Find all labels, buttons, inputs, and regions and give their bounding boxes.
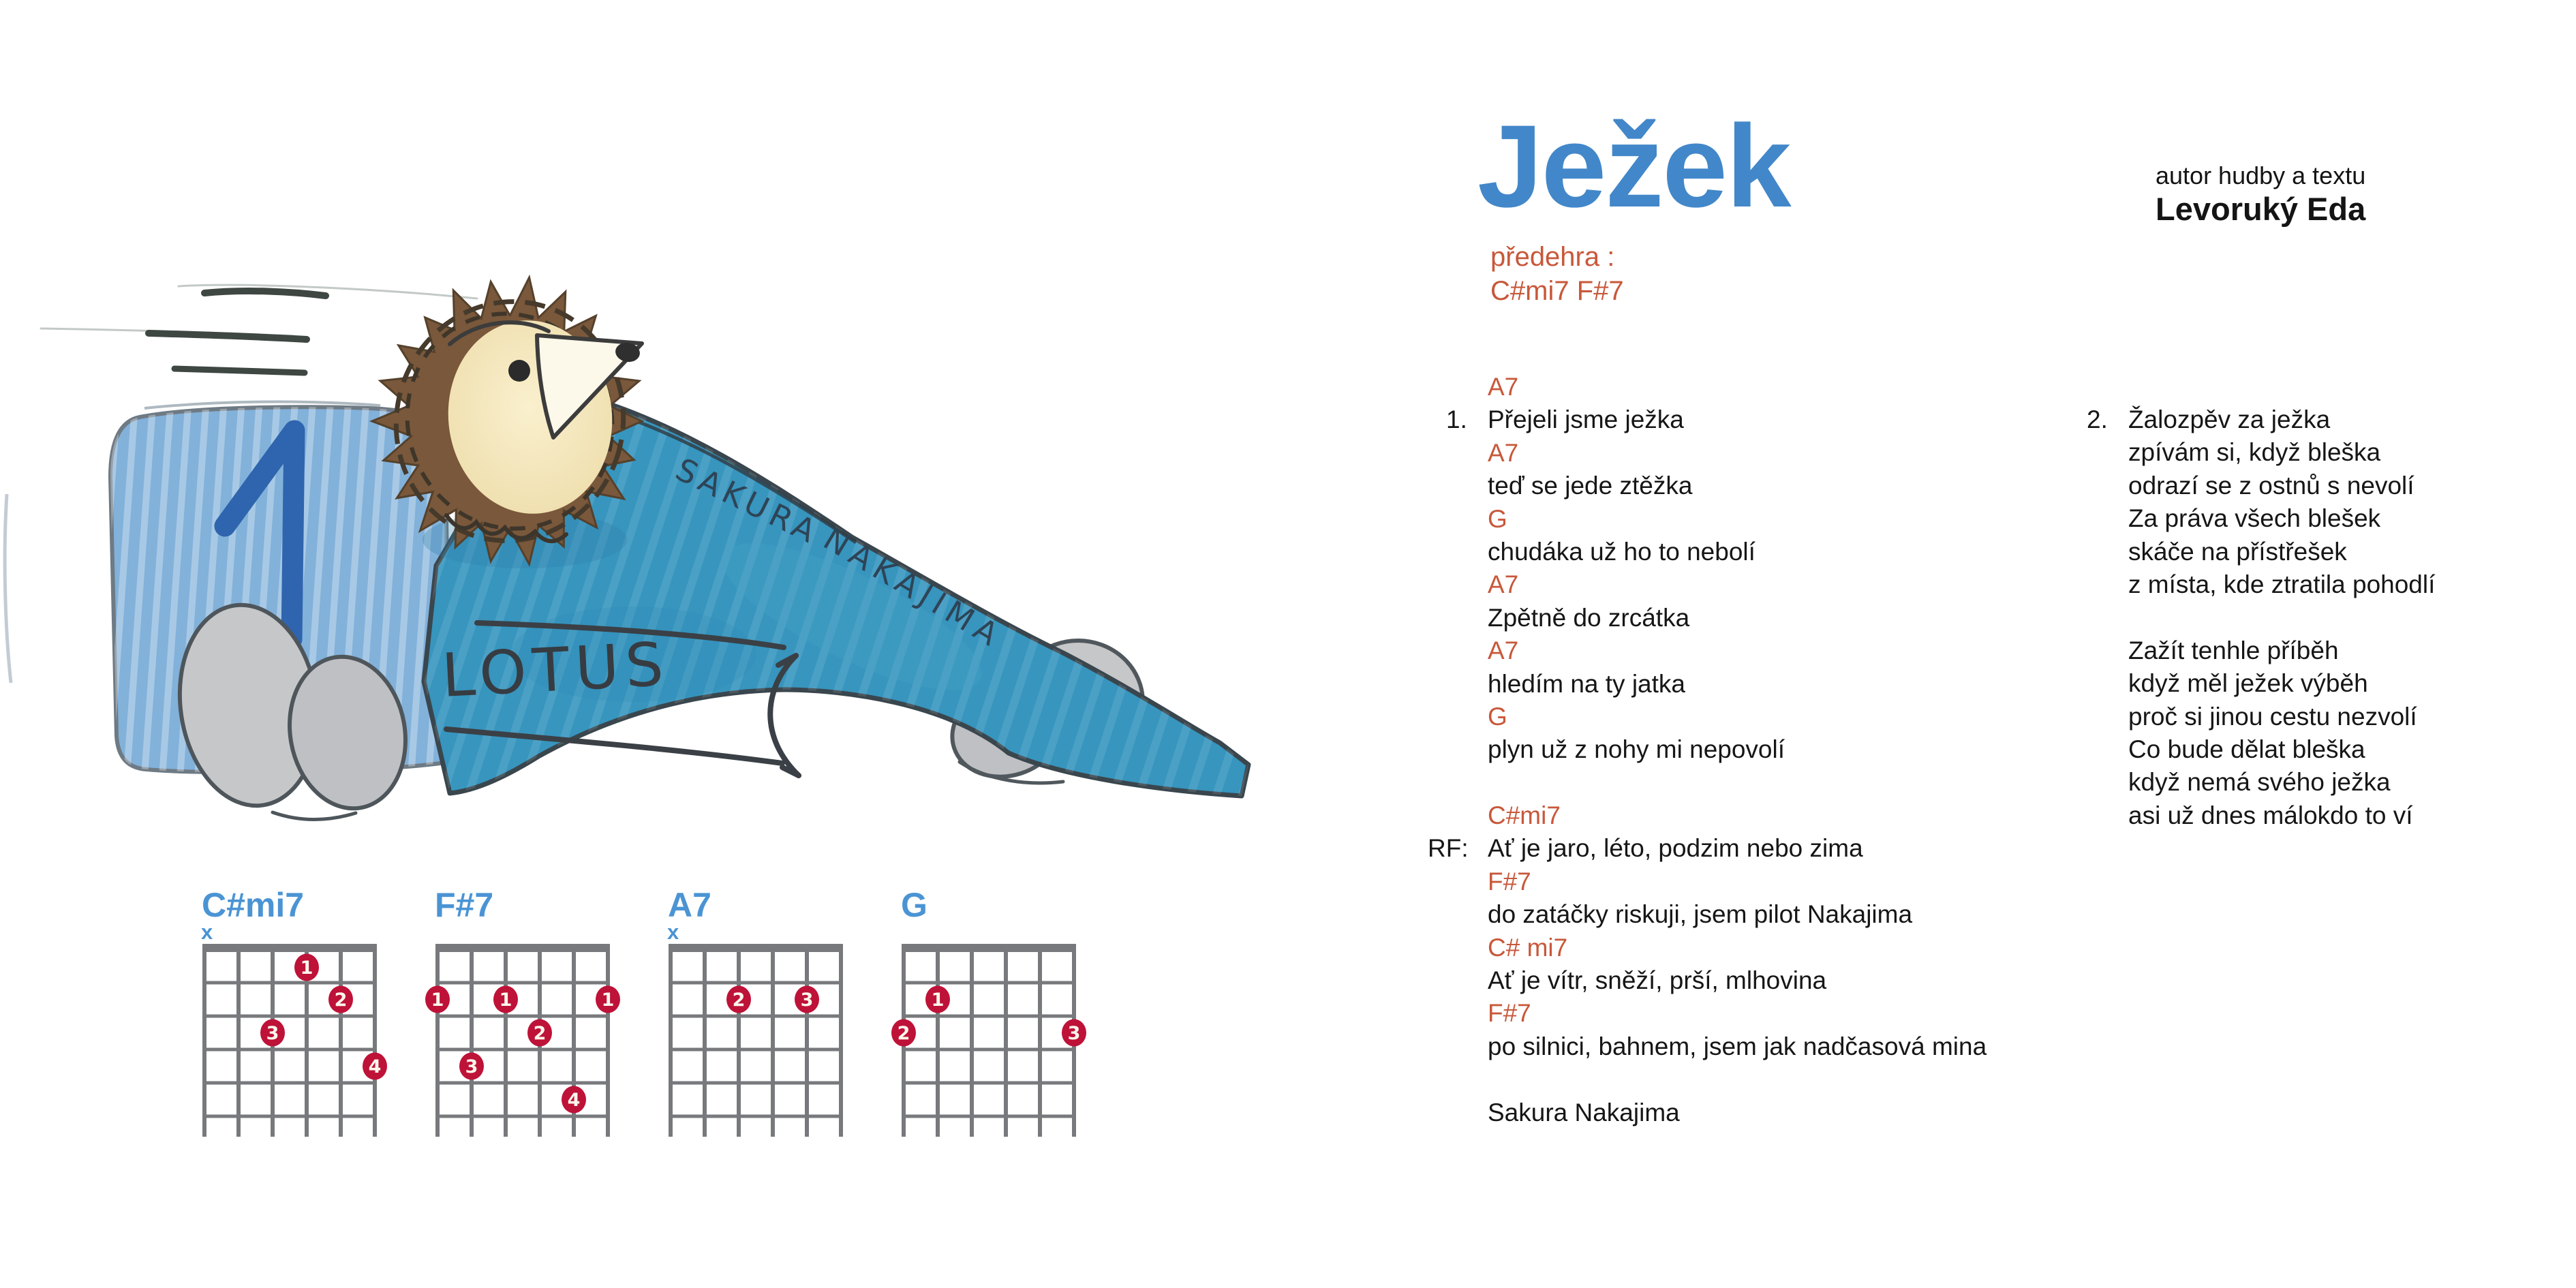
verse-number: 1. <box>1446 405 1467 434</box>
chord-diagram-grid <box>656 944 856 1152</box>
svg-text:1: 1 <box>601 990 615 1011</box>
lyric-line: Zpětně do zrcátka <box>1488 603 1690 632</box>
lyric-line: do zatáčky riskuji, jsem pilot Nakajima <box>1488 900 1913 929</box>
credit-name: Levoruký Eda <box>2156 191 2366 228</box>
chord-line: A7 <box>1488 438 1519 467</box>
lyric-line: Žalozpěv za ježka 2. <box>2128 403 2435 436</box>
lyric-line <box>2128 601 2435 634</box>
lyric-line: Ať je jaro, léto, podzim nebo zima RF: <box>1488 832 1987 865</box>
chord-line: C#mi7 <box>1488 801 1561 830</box>
lyric-line: Co bude dělat bleška <box>2128 735 2365 763</box>
lyric-line: hledím na ty jatka <box>1488 669 1685 698</box>
chord-line: A7 <box>1488 637 1519 665</box>
chord-line: F#7 <box>1488 867 1531 895</box>
svg-text:4: 4 <box>567 1090 581 1111</box>
lyric-line: když nemá svého ježka <box>2128 768 2391 797</box>
intro-chords: C#mi7 F#7 <box>1490 276 1624 306</box>
verse-number: 2. <box>2087 405 2108 433</box>
lyric-line: Sakura Nakajima <box>1488 1098 1680 1126</box>
svg-text:3: 3 <box>800 990 814 1011</box>
lyric-line <box>1488 1063 1987 1096</box>
chord-diagram-name: A7 <box>668 886 711 924</box>
muted-string-mark: x <box>201 920 213 944</box>
svg-text:2: 2 <box>732 990 746 1011</box>
chord-line: A7 <box>1488 570 1519 599</box>
lyric-line: asi už dnes málokdo to ví <box>2128 801 2413 829</box>
chord-diagram-grid <box>423 944 623 1152</box>
chord-line: C# mi7 <box>1488 933 1568 962</box>
svg-text:2: 2 <box>533 1023 547 1044</box>
chord-line: A7 <box>1488 373 1519 401</box>
lyric-line: po silnici, bahnem, jsem jak nadčasová mina <box>1488 1032 1987 1060</box>
svg-text:1: 1 <box>300 957 313 979</box>
chord-line: G <box>1488 702 1507 731</box>
lyric-line: z místa, kde ztratila pohodlí <box>2128 570 2436 598</box>
svg-text:2: 2 <box>334 990 348 1011</box>
hedgehog-eye <box>508 360 530 382</box>
verse-1-column <box>1428 371 1987 1129</box>
muted-string-mark: x <box>667 920 679 944</box>
chord-diagram-name: F#7 <box>435 886 494 924</box>
lyric-line: Zažít tenhle příběh <box>2128 636 2339 664</box>
lyric-line: skáče na přístřešek <box>2128 537 2347 566</box>
lyric-line: Za práva všech blešek <box>2128 504 2381 533</box>
lyric-line <box>1488 767 1987 799</box>
credit-block <box>2156 161 2365 229</box>
car-text-driver: NAKAJIMA <box>817 520 1010 656</box>
lyric-line: odrazí se z ostnů s nevolí <box>2128 471 2414 500</box>
svg-text:3: 3 <box>1067 1023 1081 1044</box>
svg-text:1: 1 <box>931 990 945 1011</box>
verse-2-column <box>2087 403 2436 832</box>
lyric-line: když měl ježek výběh <box>2128 669 2368 698</box>
car-brand-text: LOTUS <box>440 628 671 711</box>
chord-line: G <box>1488 504 1507 533</box>
refrain-label: RF: <box>1428 834 1469 863</box>
credit-label: autor hudby a textu <box>2156 162 2366 189</box>
chord-diagram-name: G <box>901 886 927 924</box>
intro-block <box>1490 240 1624 308</box>
chord-line: F#7 <box>1488 999 1531 1028</box>
svg-text:3: 3 <box>465 1056 478 1077</box>
intro-label: předehra : <box>1490 242 1615 272</box>
lyric-line: plyn už z nohy mi nepovolí <box>1488 735 1785 764</box>
lyric-line: Ať je vítr, sněží, prší, mlhovina <box>1488 966 1827 995</box>
svg-text:1: 1 <box>431 990 444 1011</box>
lyric-line: zpívám si, když bleška <box>2128 438 2381 467</box>
chord-diagram-name: C#mi7 <box>202 886 305 924</box>
hedgehog-car-drawing <box>0 259 1288 859</box>
chord-diagram-grid <box>889 944 1089 1152</box>
svg-text:2: 2 <box>897 1023 910 1044</box>
svg-text:1: 1 <box>499 990 512 1011</box>
car-text-team: SAKURA <box>670 450 826 552</box>
lyric-line: proč si jinou cestu nezvolí <box>2128 702 2417 731</box>
svg-text:4: 4 <box>368 1056 382 1077</box>
lyric-line: Přejeli jsme ježka 1. <box>1488 403 1987 436</box>
lyric-line: teď se jede ztěžka <box>1488 472 1693 500</box>
pencil-smudge <box>5 494 11 683</box>
chord-diagram-grid <box>189 944 390 1152</box>
svg-text:3: 3 <box>266 1023 279 1044</box>
page-title: Ježek <box>1477 101 1790 232</box>
lyric-line: chudáka už ho to nebolí <box>1488 537 1755 566</box>
